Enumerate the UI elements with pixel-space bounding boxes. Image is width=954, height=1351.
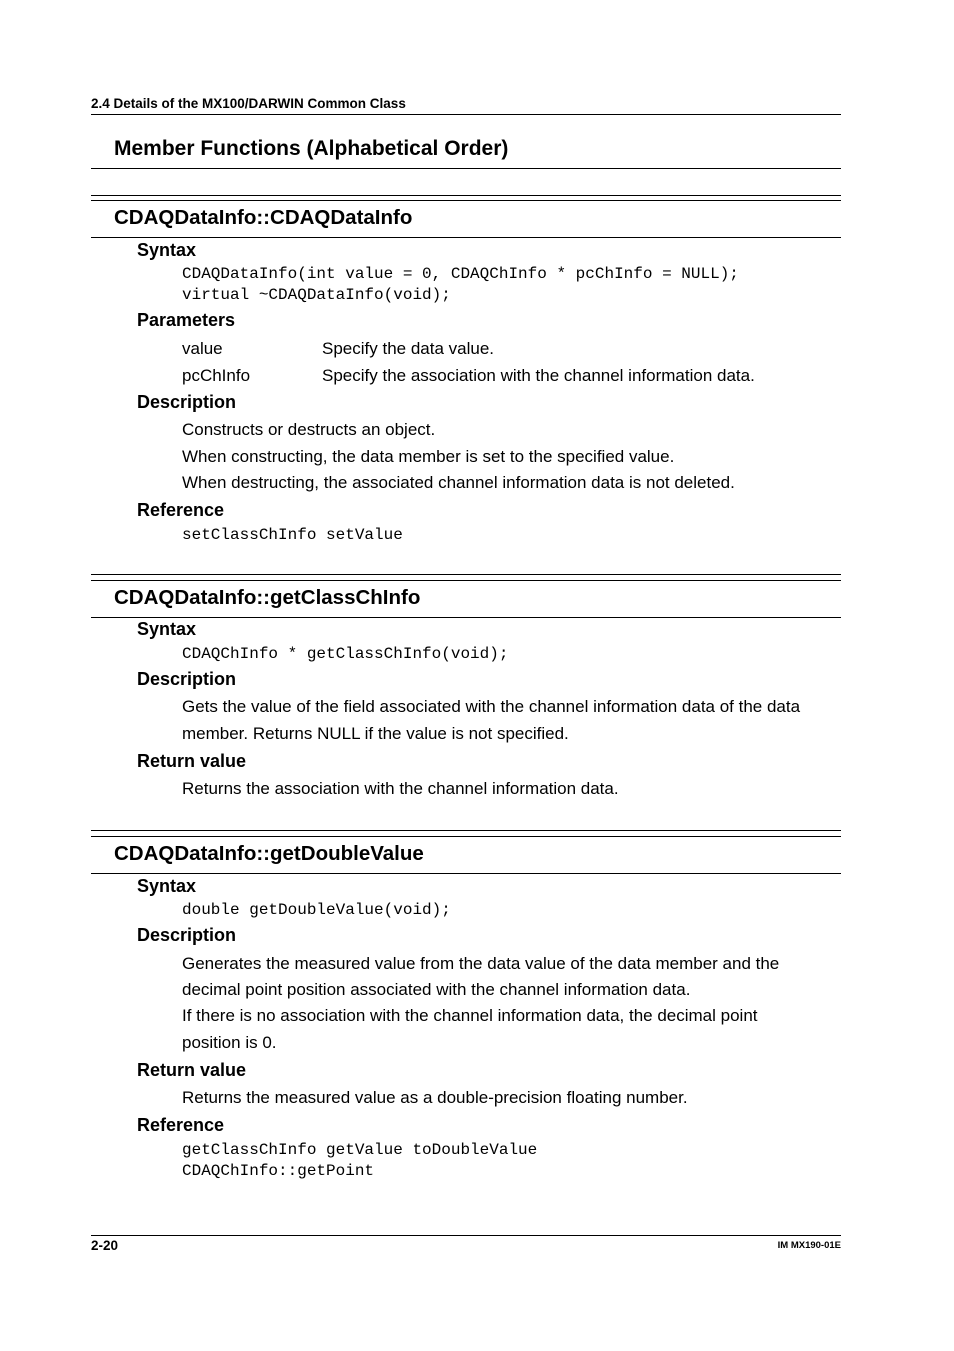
description-line: When constructing, the data member is set to the specified value. (182, 447, 675, 466)
section-rule-bottom (91, 237, 841, 238)
function-title: CDAQDataInfo::getDoubleValue (114, 842, 424, 865)
description-line: If there is no association with the channel information data, the decimal point (182, 1006, 758, 1025)
function-title: CDAQDataInfo::CDAQDataInfo (114, 206, 413, 229)
syntax-line: virtual ~CDAQDataInfo(void); (182, 286, 451, 304)
reference-heading: Reference (137, 500, 225, 520)
section-rule-top (91, 830, 841, 831)
return-value-line: Returns the association with the channel information data. (182, 779, 619, 798)
reference-line: getClassChInfo getValue toDoubleValue (182, 1141, 538, 1159)
description-line: Constructs or destructs an object. (182, 420, 436, 439)
title-rule (91, 168, 841, 169)
reference-line: CDAQChInfo::getPoint (182, 1162, 375, 1180)
header-rule (91, 114, 841, 115)
document-id: IM MX190-01E (777, 1240, 841, 1251)
section-rule-bottom (91, 617, 841, 618)
description-line: Gets the value of the field associated with the channel information data of the data (182, 697, 801, 716)
syntax-line: double getDoubleValue(void); (182, 901, 451, 919)
description-line: When destructing, the associated channel information data is not deleted. (182, 473, 735, 492)
running-head: 2.4 Details of the MX100/DARWIN Common Class (91, 96, 406, 111)
function-title: CDAQDataInfo::getClassChInfo (114, 586, 421, 609)
parameters-heading: Parameters (137, 310, 236, 330)
return-value-heading: Return value (137, 751, 247, 771)
footer-rule (91, 1235, 841, 1236)
section-rule-top (91, 574, 841, 575)
section-rule-top (91, 580, 841, 581)
syntax-line: CDAQChInfo * getClassChInfo(void); (182, 645, 509, 663)
description-heading: Description (137, 925, 237, 945)
description-heading: Description (137, 392, 237, 412)
section-rule-top (91, 195, 841, 196)
parameter-name: pcChInfo (182, 366, 251, 385)
return-value-heading: Return value (137, 1060, 247, 1080)
parameter-description: Specify the association with the channel information data. (322, 366, 755, 385)
parameter-name: value (182, 339, 223, 358)
page-title: Member Functions (Alphabetical Order) (114, 137, 509, 160)
description-line: member. Returns NULL if the value is not specified. (182, 724, 569, 743)
description-line: position is 0. (182, 1033, 277, 1052)
syntax-heading: Syntax (137, 240, 197, 260)
description-heading: Description (137, 669, 237, 689)
section-rule-top (91, 836, 841, 837)
page-number: 2-20 (91, 1238, 119, 1253)
section-rule-top (91, 200, 841, 201)
syntax-heading: Syntax (137, 876, 197, 896)
reference-heading: Reference (137, 1115, 225, 1135)
parameter-description: Specify the data value. (322, 339, 495, 358)
description-line: Generates the measured value from the data value of the data member and the (182, 954, 780, 973)
return-value-line: Returns the measured value as a double-precision floating number. (182, 1088, 688, 1107)
syntax-heading: Syntax (137, 619, 197, 639)
section-rule-bottom (91, 873, 841, 874)
reference-line: setClassChInfo setValue (182, 526, 403, 544)
syntax-line: CDAQDataInfo(int value = 0, CDAQChInfo * pcChInfo = NULL); (182, 265, 739, 283)
description-line: decimal point position associated with the channel information data. (182, 980, 691, 999)
